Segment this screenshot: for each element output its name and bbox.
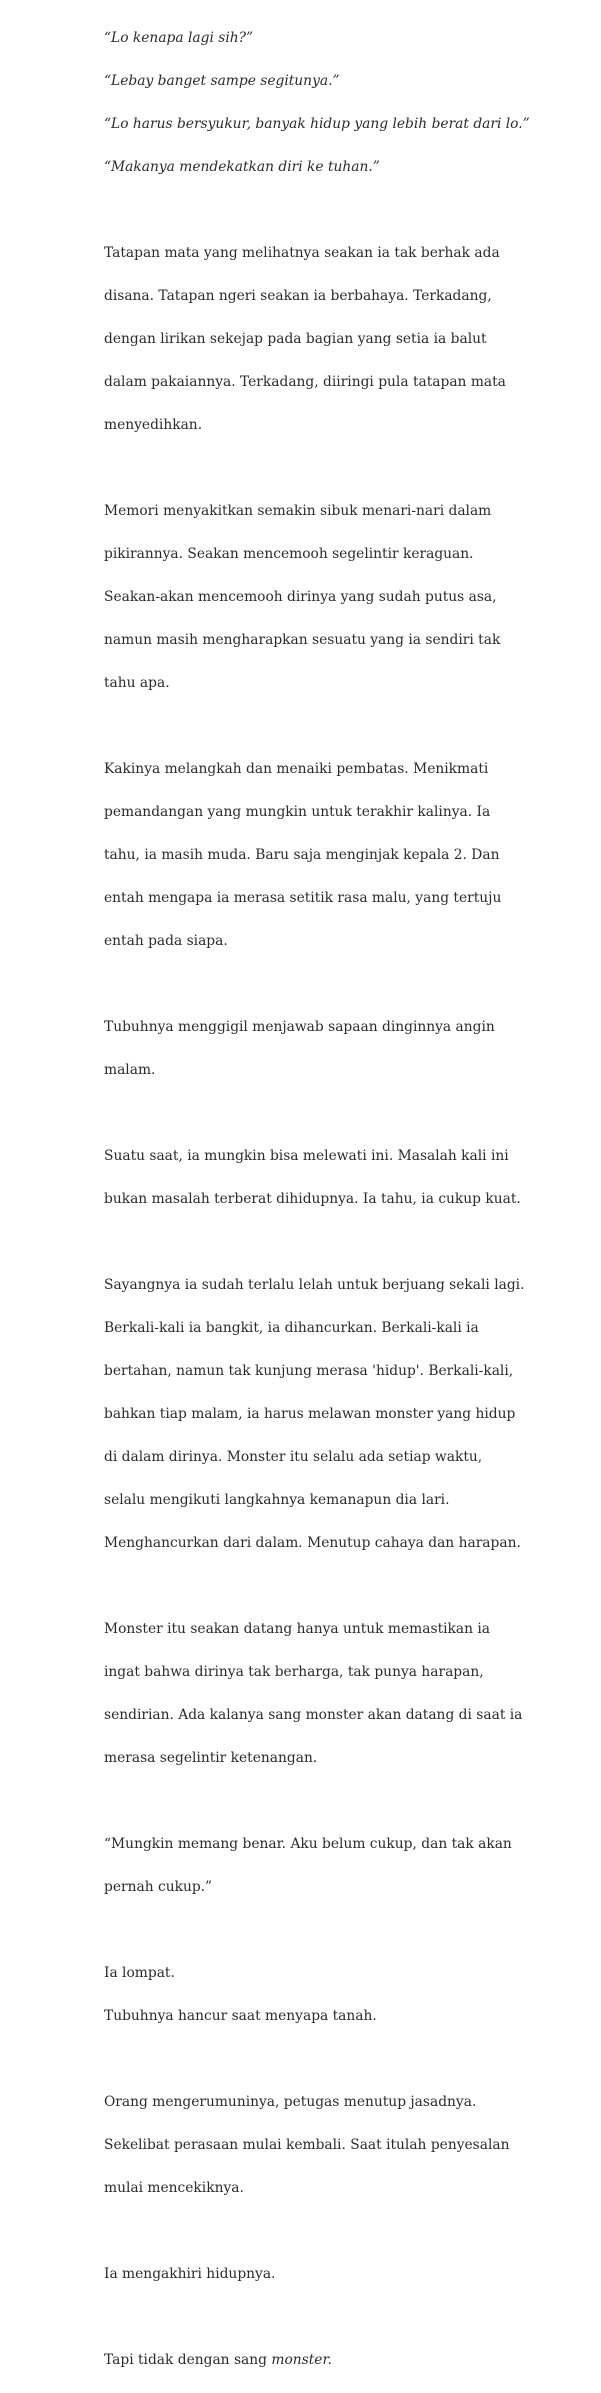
- paragraph: [104, 1812, 511, 1920]
- paragraph-line: entah pada siapa.: [104, 932, 228, 949]
- paragraph-line: selalu mengikuti langkahnya kemanapun dia lari.: [104, 1491, 450, 1508]
- quote-line: “Lebay banget sampe segitunya.”: [104, 72, 340, 89]
- quote-line: “Lo kenapa lagi sih?”: [104, 29, 254, 46]
- paragraph-line: mulai mencekiknya.: [104, 2179, 244, 2196]
- paragraph-line: pikirannya. Seakan mencemooh segelintir keraguan.: [104, 545, 474, 562]
- paragraph-line: Tubuhnya hancur saat menyapa tanah.: [104, 2007, 377, 2024]
- paragraph-line: bukan masalah terberat dihidupnya. Ia tahu, ia cukup kuat.: [104, 1190, 521, 1207]
- closing-paragraph: [104, 2328, 511, 2393]
- closing-emphasis: monster.: [271, 2351, 332, 2368]
- paragraph-line: ingat bahwa dirinya tak berharga, tak punya harapan,: [104, 1663, 484, 1680]
- paragraph: [104, 1941, 511, 2049]
- paragraph-line: “Mungkin memang benar. Aku belum cukup, dan tak akan: [104, 1835, 512, 1852]
- dialogue-quotes: [104, 6, 530, 200]
- paragraph: [104, 479, 511, 716]
- paragraph-line: merasa segelintir ketenangan.: [104, 1749, 318, 1766]
- paragraph-line: sendirian. Ada kalanya sang monster akan datang di saat ia: [104, 1706, 523, 1723]
- paragraph: [104, 2242, 511, 2307]
- paragraph-line: Ia mengakhiri hidupnya.: [104, 2265, 276, 2282]
- paragraph-line: tahu apa.: [104, 674, 170, 691]
- paragraph-line: di dalam dirinya. Monster itu selalu ada setiap waktu,: [104, 1448, 483, 1465]
- paragraph-line: Memori menyakitkan semakin sibuk menari-nari dalam: [104, 502, 492, 519]
- paragraph-line: Ia lompat.: [104, 1964, 175, 1981]
- paragraph-line: menyedihkan.: [104, 416, 203, 433]
- paragraph-line: namun masih mengharapkan sesuatu yang ia sendiri tak: [104, 631, 501, 648]
- paragraph-line: tahu, ia masih muda. Baru saja menginjak kepala 2. Dan: [104, 846, 500, 863]
- paragraph-line: dalam pakaiannya. Terkadang, diiringi pula tatapan mata: [104, 373, 506, 390]
- paragraph-line: Tubuhnya menggigil menjawab sapaan dinginnya angin: [104, 1018, 495, 1035]
- paragraph-line: Sekelibat perasaan mulai kembali. Saat itulah penyesalan: [104, 2136, 510, 2153]
- closing-line: [104, 2350, 511, 2372]
- paragraph: [104, 221, 511, 458]
- paragraph-line: Tatapan mata yang melihatnya seakan ia tak berhak ada: [104, 244, 500, 261]
- paragraph: [104, 1597, 523, 1791]
- paragraph: [104, 1253, 525, 1576]
- closing-prefix: Tapi tidak dengan sang: [104, 2351, 272, 2368]
- paragraph: [104, 1124, 521, 1232]
- paragraph-line: dengan lirikan sekejap pada bagian yang setia ia balut: [104, 330, 487, 347]
- paragraph-line: Suatu saat, ia mungkin bisa melewati ini. Masalah kali ini: [104, 1147, 509, 1164]
- paragraph-line: Berkali-kali ia bangkit, ia dihancurkan. Berkali-kali ia: [104, 1319, 479, 1336]
- paragraph-line: entah mengapa ia merasa setitik rasa malu, yang tertuju: [104, 889, 502, 906]
- paragraph-line: Menghancurkan dari dalam. Menutup cahaya dan harapan.: [104, 1534, 521, 1551]
- paragraph-line: Orang mengerumuninya, petugas menutup jasadnya.: [104, 2093, 477, 2110]
- paragraph: [104, 737, 511, 974]
- paragraph-line: pemandangan yang mungkin untuk terakhir kalinya. Ia: [104, 803, 491, 820]
- paragraph-line: Monster itu seakan datang hanya untuk memastikan ia: [104, 1620, 491, 1637]
- paragraph: [104, 2070, 511, 2221]
- paragraph-line: Seakan-akan mencemooh dirinya yang sudah putus asa,: [104, 588, 497, 605]
- paragraph-line: malam.: [104, 1061, 156, 1078]
- paragraph-line: disana. Tatapan ngeri seakan ia berbahaya. Terkadang,: [104, 287, 492, 304]
- paragraph-line: Kakinya melangkah dan menaiki pembatas. Menikmati: [104, 760, 489, 777]
- quote-line: “Makanya mendekatkan diri ke tuhan.”: [104, 158, 380, 175]
- paragraph-line: Sayangnya ia sudah terlalu lelah untuk berjuang sekali lagi.: [104, 1276, 525, 1293]
- quote-line: “Lo harus bersyukur, banyak hidup yang lebih berat dari lo.”: [104, 115, 530, 132]
- paragraph-line: bertahan, namun tak kunjung merasa 'hidup'. Berkali-kali,: [104, 1362, 514, 1379]
- paragraph-line: bahkan tiap malam, ia harus melawan monster yang hidup: [104, 1405, 516, 1422]
- paragraph: [104, 995, 511, 1103]
- paragraph-line: pernah cukup.”: [104, 1878, 213, 1895]
